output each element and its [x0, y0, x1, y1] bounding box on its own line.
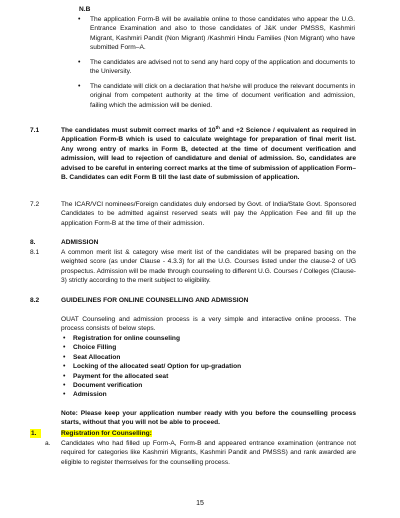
step-registration: Registration for online counseling — [73, 335, 180, 342]
section-8-2-intro: OUAT Counseling and admission process is a very simple and interactive online process. The process consists of below steps. — [61, 316, 356, 333]
bullet-icon: • — [63, 372, 66, 380]
section-7-2-text: The ICAR/VCI nominees/Foreign candidates duly endorsed by Govt. of India/State Govt. Sponsored Candidates to be admitted against reserved seats will pay the Application Fee and fill up the application Form-B at the time of their admission. — [61, 201, 356, 227]
bullet-icon: • — [63, 391, 66, 399]
section-7-1-text-start: The candidates must submit correct marks of 10 — [61, 127, 216, 134]
nb-bullet-2: The candidates are advised not to send any hard copy of the application and documents to the University. — [90, 59, 355, 76]
registration-title-text: Registration for Counselling: — [61, 430, 152, 437]
nb-label: N.B — [79, 6, 91, 13]
section-7-2-number: 7.2 — [30, 201, 40, 208]
step-seat-allocation: Seat Allocation — [73, 353, 121, 361]
nb-bullet-3: The candidate will click on a declaration that he/she will produce the relevant documents in original from competent authority at the time of document verification and admission, failing which the admission will be denied. — [90, 83, 355, 109]
registration-number: 1. — [30, 429, 41, 438]
bullet-icon: • — [63, 363, 66, 371]
bullet-icon: • — [63, 335, 66, 342]
registration-item-a-label: a. — [45, 440, 51, 447]
step-payment: Payment for the allocated seat — [73, 372, 169, 380]
bullet-icon: • — [78, 59, 81, 66]
step-document-verification: Document verification — [73, 382, 143, 389]
registration-title — [61, 429, 152, 438]
bullet-icon: • — [78, 83, 81, 90]
section-8-title: ADMISSION — [61, 239, 99, 246]
section-8-2-number: 8.2 — [30, 297, 40, 304]
nb-bullet-1: The application Form-B will be available online to those candidates who appear the U.G. Entrance Examination and also to those candidates of J&K under PMSSS, Kashmiri Migrant, Kashmiri Pandit (Non Migrant) /Kashmiri Hindu Families (Non Migrant) who have submitted Form–A. — [90, 16, 355, 52]
page-number: 15 — [196, 500, 204, 507]
section-7-1-text — [61, 126, 356, 182]
bullet-icon: • — [63, 353, 66, 361]
bullet-icon: • — [78, 16, 81, 23]
superscript-th: th — [215, 124, 220, 130]
step-admission: Admission — [73, 391, 107, 399]
bullet-icon: • — [63, 344, 66, 352]
bullet-icon: • — [63, 382, 66, 389]
step-choice-filling: Choice Filling — [73, 344, 117, 352]
section-8-1-number: 8.1 — [30, 249, 40, 256]
section-7-1-text-rest: and +2 Science / equivalent as required in Application Form-B which is used to calculate weightage for preparation of final merit list. Any wrong entry of marks in Form B, detected at the time of document verification and admission, will lead to rejection of candidature and denial of admission. So, candidates are advised to be careful in entering correct marks at the time of submission of application Form–B. Candidates can edit Form B till the last date of submission of application. — [61, 127, 356, 182]
section-8-2-title: GUIDELINES FOR ONLINE COUNSELLING AND ADMISSION — [61, 297, 249, 304]
note-text: Note: Please keep your application number ready with you before the counselling process starts, without that you will not be able to proceed. — [61, 410, 356, 427]
registration-item-a-text: Candidates who had filled up Form-A, Form-B and appeared entrance examination (entrance not required for categories like Kashmiri Migrants, Kashmiri Pandit and PMSSS) and rank awarded are eligible to register themselves for the counselling process. — [61, 440, 356, 466]
section-8-number: 8. — [30, 239, 36, 246]
section-8-1-text: A common merit list & category wise merit list of the candidates will be prepared basing on the weighted score (as under Clause - 4.3.3) for all the U.G. Courses listed under the clause-2 of UG prospectus. Admission will be made through counseling to different U.G. Courses / Colleges (Clause-3) strictly according to the merit subject to eligibility. — [61, 249, 356, 285]
step-locking: Locking of the allocated seat/ Option for up-gradation — [73, 363, 242, 371]
section-7-1-number: 7.1 — [30, 127, 40, 134]
